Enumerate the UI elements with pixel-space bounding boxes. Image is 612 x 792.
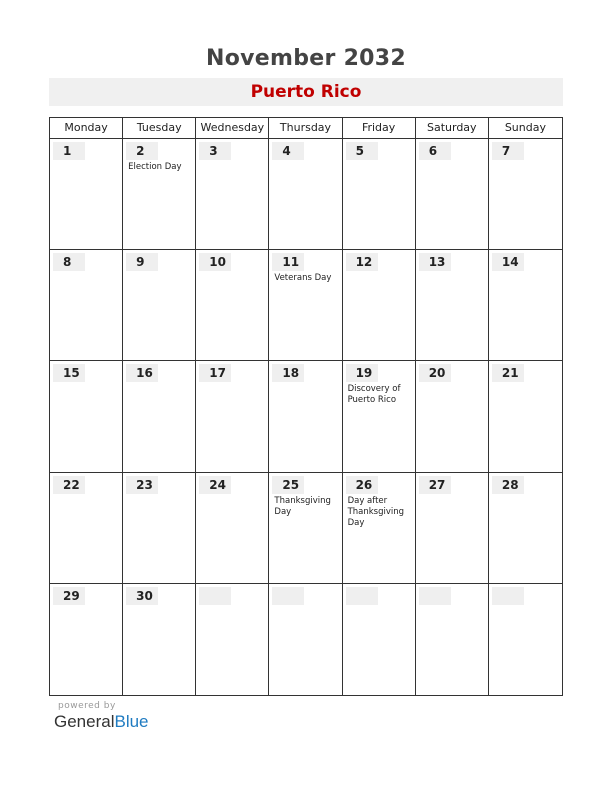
day-number: [346, 587, 378, 605]
day-cell: [269, 361, 342, 472]
day-cell: [50, 361, 123, 472]
weekday-header-monday: Monday: [50, 118, 123, 139]
day-number: 13: [419, 253, 451, 271]
powered-by-text: powered by: [58, 701, 116, 711]
day-cell: [489, 361, 562, 472]
day-cell: [123, 250, 196, 361]
day-cell: [123, 584, 196, 695]
calendar-grid: [49, 117, 563, 696]
day-cell: [196, 139, 269, 250]
day-number: 20: [419, 364, 451, 382]
day-cell: [343, 250, 416, 361]
weekday-header-tuesday: Tuesday: [123, 118, 196, 139]
day-cell: [269, 250, 342, 361]
day-number: 4: [272, 142, 304, 160]
holiday-label: Discovery of Puerto Rico: [347, 384, 401, 406]
holiday-label: Day after Thanksgiving Day: [347, 495, 405, 528]
day-cell: [416, 361, 489, 472]
day-cell: [489, 473, 562, 584]
day-cell: [269, 139, 342, 250]
day-cell: [50, 139, 123, 250]
day-number: [272, 587, 304, 605]
day-number: 28: [492, 476, 524, 494]
day-number: 19: [346, 364, 378, 382]
day-number: 9: [126, 253, 158, 271]
holiday-label: Veterans Day: [274, 273, 332, 284]
day-cell: [489, 139, 562, 250]
day-cell: [50, 473, 123, 584]
day-number: 11: [272, 253, 304, 271]
day-number: 3: [199, 142, 231, 160]
day-cell: [343, 584, 416, 695]
day-cell: [196, 361, 269, 472]
day-cell: [416, 139, 489, 250]
day-cell: [123, 473, 196, 584]
day-number: 7: [492, 142, 524, 160]
day-number: 26: [346, 476, 378, 494]
day-number: [199, 587, 231, 605]
brand-logo[interactable]: [54, 712, 149, 732]
day-number: 29: [53, 587, 85, 605]
day-number: [419, 587, 451, 605]
day-cell: [343, 473, 416, 584]
day-cell: [343, 139, 416, 250]
holiday-label: Election Day: [128, 162, 182, 172]
day-cell: [50, 250, 123, 361]
day-cell: [269, 473, 342, 584]
day-number: 18: [272, 364, 304, 382]
day-cell: [196, 250, 269, 361]
day-number: 10: [199, 253, 231, 271]
day-number: 17: [199, 364, 231, 382]
day-number: 23: [126, 476, 158, 494]
day-number: 22: [53, 476, 85, 494]
day-number: 30: [126, 587, 158, 605]
day-cell: [123, 139, 196, 250]
day-number: 8: [53, 253, 85, 271]
day-number: 6: [419, 142, 451, 160]
day-cell: [50, 584, 123, 695]
day-cell: [123, 361, 196, 472]
day-cell: [416, 250, 489, 361]
day-number: 25: [272, 476, 304, 494]
day-number: 16: [126, 364, 158, 382]
day-cell: [416, 473, 489, 584]
day-cell: [489, 250, 562, 361]
page-title: November 2032: [205, 46, 407, 71]
day-number: 24: [199, 476, 231, 494]
day-number: 14: [492, 253, 524, 271]
country-banner: Puerto Rico: [49, 78, 563, 106]
day-number: 15: [53, 364, 85, 382]
day-number: 27: [419, 476, 451, 494]
weekday-header-thursday: Thursday: [269, 118, 342, 139]
day-number: 2: [126, 142, 158, 160]
brand-blue-text: Blue: [114, 712, 149, 731]
day-number: 5: [346, 142, 378, 160]
day-number: 12: [346, 253, 378, 271]
weekday-header-wednesday: Wednesday: [196, 118, 269, 139]
day-number: 21: [492, 364, 524, 382]
weekday-header-sunday: Sunday: [489, 118, 562, 139]
day-cell: [343, 361, 416, 472]
day-cell: [416, 584, 489, 695]
day-cell: [196, 584, 269, 695]
weekday-header-saturday: Saturday: [416, 118, 489, 139]
day-cell: [269, 584, 342, 695]
brand-general-text: General: [54, 712, 115, 731]
weekday-header-friday: Friday: [343, 118, 416, 139]
day-number: 1: [53, 142, 85, 160]
day-cell: [489, 584, 562, 695]
day-cell: [196, 473, 269, 584]
holiday-label: Thanksgiving Day: [274, 495, 331, 517]
day-number: [492, 587, 524, 605]
